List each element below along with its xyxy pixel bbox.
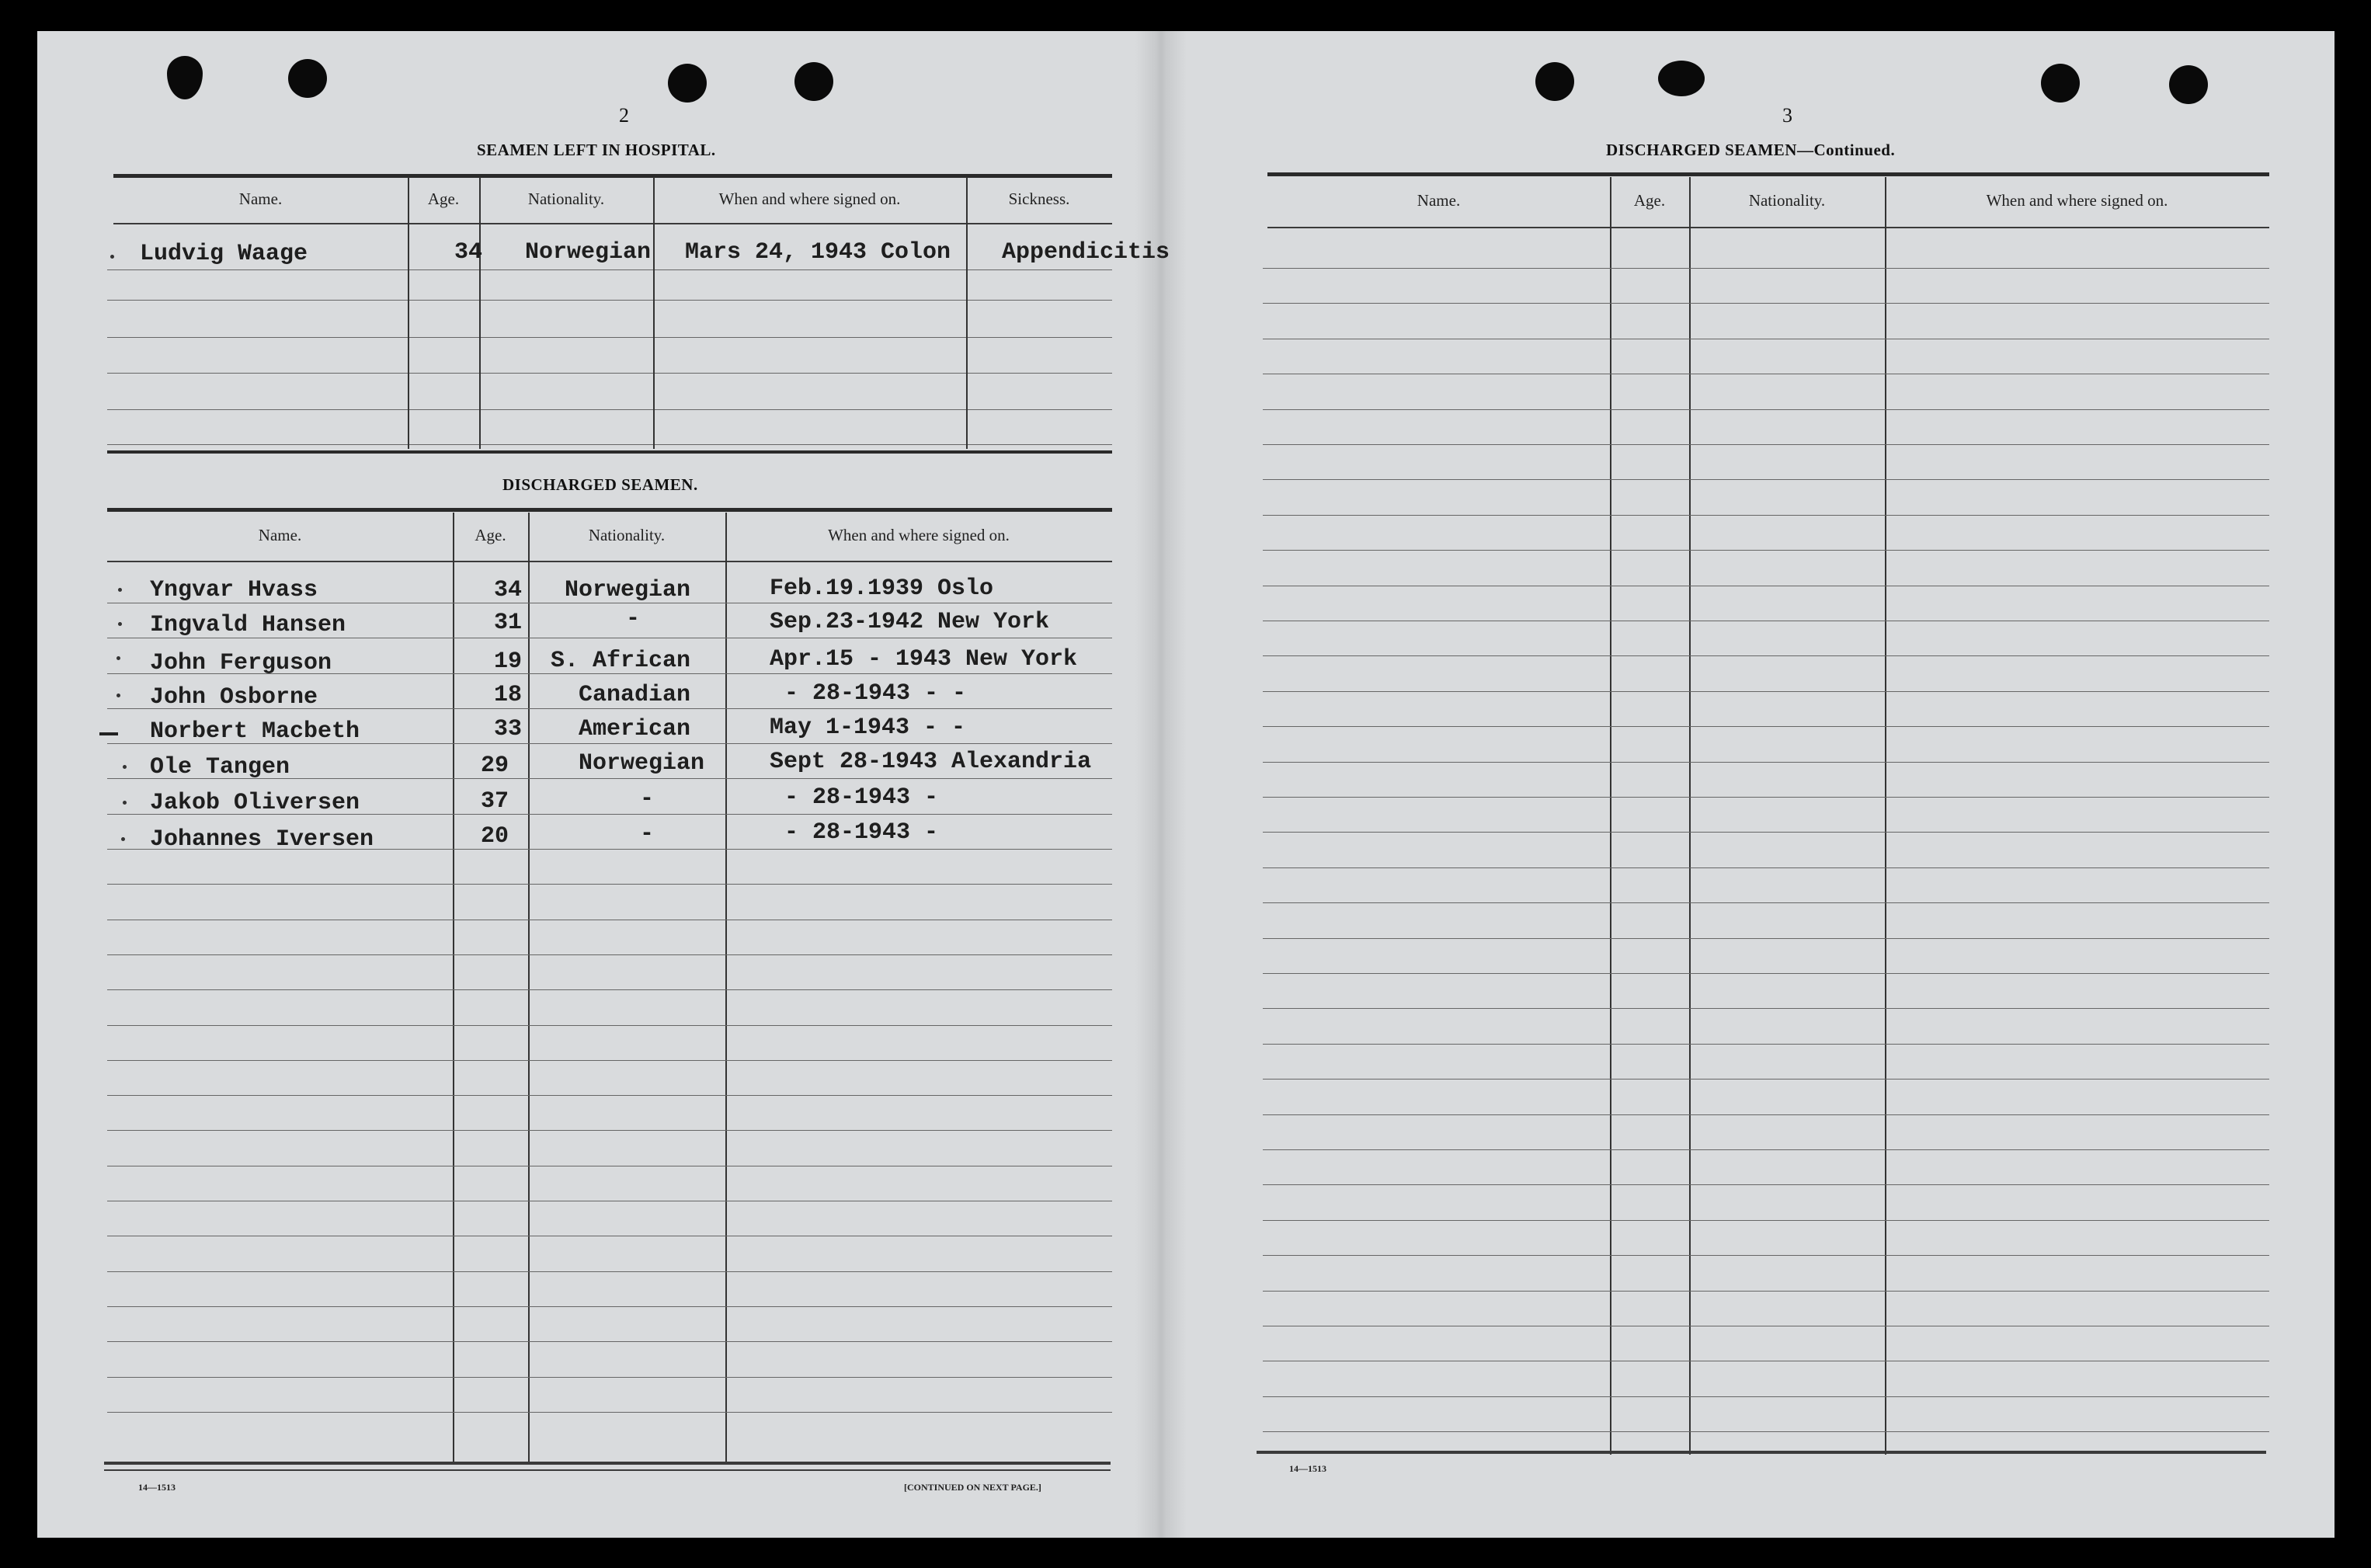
table-rule	[113, 223, 1112, 224]
table-rule	[113, 174, 1112, 178]
row-rule	[1263, 1008, 2269, 1009]
punch-hole	[2169, 65, 2208, 104]
row-rule	[1263, 1291, 2269, 1292]
seaman-age: 34	[494, 577, 523, 603]
row-rule	[107, 1095, 1112, 1096]
seaman-signed-on: Apr.15 - 1943 New York	[770, 646, 1078, 673]
row-rule	[107, 269, 1112, 270]
seaman-signed-on: Sept 28-1943 Alexandria	[770, 749, 1092, 775]
column-divider	[453, 513, 454, 1464]
seaman-signed-on: May 1-1943 - -	[770, 714, 966, 741]
row-rule	[1263, 444, 2269, 445]
punch-hole	[794, 62, 833, 101]
table-rule	[107, 561, 1112, 562]
header-nationality: Nationality.	[588, 526, 666, 544]
row-rule	[1263, 938, 2269, 939]
column-divider	[1610, 177, 1611, 1455]
seaman-age: 20	[481, 823, 509, 850]
table-rule	[107, 450, 1112, 454]
seaman-name: Johannes Iversen	[150, 826, 374, 853]
seaman-name: John Ferguson	[150, 650, 332, 676]
continued-section-title: DISCHARGED SEAMEN—Continued.	[1606, 141, 1896, 159]
hospital-nationality: Norwegian	[525, 239, 652, 266]
hospital-signed-on: Mars 24, 1943 Colon	[685, 239, 951, 266]
row-rule	[1263, 902, 2269, 903]
seaman-signed-on: Feb.19.1939 Oslo	[770, 575, 994, 602]
row-rule	[1263, 479, 2269, 480]
seaman-name: Yngvar Hvass	[150, 577, 318, 603]
header-age: Age.	[475, 526, 506, 544]
punch-hole	[668, 64, 707, 103]
header-signed-on: When and where signed on.	[718, 189, 901, 208]
row-rule	[1263, 1079, 2269, 1080]
table-rule	[1257, 1451, 2266, 1454]
seaman-signed-on: Sep.23-1942 New York	[770, 609, 1050, 635]
hospital-sickness: Appendicitis	[1002, 239, 1170, 266]
seaman-nationality: S. African	[551, 648, 691, 674]
seaman-name: Ingvald Hansen	[150, 612, 346, 638]
row-rule	[1263, 1255, 2269, 1256]
header-age: Age.	[1633, 191, 1666, 210]
header-age: Age.	[427, 189, 460, 208]
row-rule	[1263, 973, 2269, 974]
seaman-nationality: Norwegian	[565, 577, 691, 603]
row-rule	[1263, 691, 2269, 692]
column-divider	[1689, 177, 1691, 1455]
row-rule	[1263, 726, 2269, 727]
tick-mark	[110, 255, 114, 259]
punch-hole	[1535, 62, 1574, 101]
tick-mark	[118, 588, 122, 592]
row-rule	[107, 1130, 1112, 1131]
page-number: 3	[1782, 104, 1792, 127]
header-nationality: Nationality.	[1748, 191, 1826, 210]
right-page	[1187, 31, 2334, 1538]
row-rule	[107, 373, 1112, 374]
row-rule	[107, 884, 1112, 885]
row-rule	[107, 444, 1112, 445]
table-rule	[1267, 227, 2269, 228]
row-rule	[1263, 832, 2269, 833]
row-rule	[1263, 1431, 2269, 1432]
seaman-signed-on: - 28-1943 -	[784, 784, 939, 811]
table-rule	[1267, 172, 2269, 176]
column-divider	[528, 513, 530, 1464]
row-rule	[1263, 550, 2269, 551]
row-rule	[1263, 1114, 2269, 1115]
seaman-name: Norbert Macbeth	[150, 718, 360, 745]
seaman-nationality: Canadian	[579, 682, 691, 708]
row-rule	[1263, 515, 2269, 516]
tick-mark	[118, 622, 122, 626]
punch-hole	[2041, 64, 2080, 103]
row-rule	[107, 409, 1112, 410]
row-rule	[107, 1271, 1112, 1272]
column-divider	[653, 177, 655, 449]
row-rule	[107, 1306, 1112, 1307]
seaman-name: Jakob Oliversen	[150, 790, 360, 816]
row-rule	[107, 954, 1112, 955]
row-rule	[107, 300, 1112, 301]
punch-hole	[1658, 61, 1705, 96]
seaman-age: 31	[494, 610, 523, 636]
row-rule	[107, 989, 1112, 990]
column-divider	[966, 177, 968, 449]
seaman-age: 33	[494, 716, 523, 742]
header-sickness: Sickness.	[1008, 189, 1070, 208]
seaman-nationality: Norwegian	[579, 750, 705, 777]
seaman-signed-on: - 28-1943 -	[784, 819, 939, 846]
row-rule	[107, 1341, 1112, 1342]
tick-mark	[116, 656, 120, 660]
tick-mark	[123, 801, 127, 805]
seaman-name: Ole Tangen	[150, 754, 290, 781]
hospital-name: Ludvig Waage	[140, 241, 308, 267]
row-rule	[1263, 1396, 2269, 1397]
row-rule	[1263, 762, 2269, 763]
discharged-section-title: DISCHARGED SEAMEN.	[502, 475, 698, 494]
tick-mark	[123, 765, 127, 769]
row-rule	[1263, 867, 2269, 868]
column-divider	[725, 513, 727, 1464]
seaman-age: 19	[494, 648, 523, 675]
seaman-signed-on: - 28-1943 - -	[784, 680, 967, 707]
column-divider	[479, 177, 481, 449]
tick-mark	[121, 837, 125, 841]
table-rule	[104, 1469, 1111, 1471]
row-rule	[1263, 409, 2269, 410]
header-name: Name.	[258, 526, 302, 544]
row-rule	[1263, 797, 2269, 798]
row-rule	[107, 1060, 1112, 1061]
row-rule	[1263, 655, 2269, 656]
row-rule	[107, 1412, 1112, 1413]
row-rule	[1263, 1184, 2269, 1185]
seaman-name: John Osborne	[150, 684, 318, 711]
column-divider	[1885, 177, 1886, 1455]
seaman-nationality: -	[626, 606, 641, 632]
header-signed-on: When and where signed on.	[828, 526, 1010, 544]
header-signed-on: When and where signed on.	[1986, 191, 2168, 210]
seaman-age: 29	[481, 753, 509, 779]
header-name: Name.	[238, 189, 283, 208]
form-number: 14—1513	[1289, 1463, 1326, 1474]
punch-hole	[288, 59, 327, 98]
table-rule	[107, 508, 1112, 512]
row-rule	[1263, 303, 2269, 304]
row-rule	[107, 337, 1112, 338]
row-rule	[1263, 1149, 2269, 1150]
tick-mark	[116, 694, 120, 697]
row-rule	[1263, 268, 2269, 269]
row-rule	[1263, 1220, 2269, 1221]
continued-note: [CONTINUED ON NEXT PAGE.]	[904, 1482, 1041, 1493]
hospital-section-title: SEAMEN LEFT IN HOSPITAL.	[477, 141, 716, 159]
hospital-age: 34	[454, 239, 483, 266]
seaman-age: 18	[494, 682, 523, 708]
page-number: 2	[619, 104, 629, 127]
table-rule	[104, 1462, 1111, 1465]
header-nationality: Nationality.	[527, 189, 605, 208]
column-divider	[408, 177, 409, 449]
row-rule	[1263, 1044, 2269, 1045]
row-rule	[107, 1377, 1112, 1378]
seaman-nationality: American	[579, 716, 691, 742]
form-number: 14—1513	[138, 1482, 176, 1493]
seaman-nationality: -	[640, 821, 655, 847]
seaman-age: 37	[481, 788, 509, 815]
seaman-nationality: -	[640, 786, 655, 812]
header-name: Name.	[1417, 191, 1461, 210]
tick-mark	[99, 732, 118, 735]
row-rule	[107, 1025, 1112, 1026]
